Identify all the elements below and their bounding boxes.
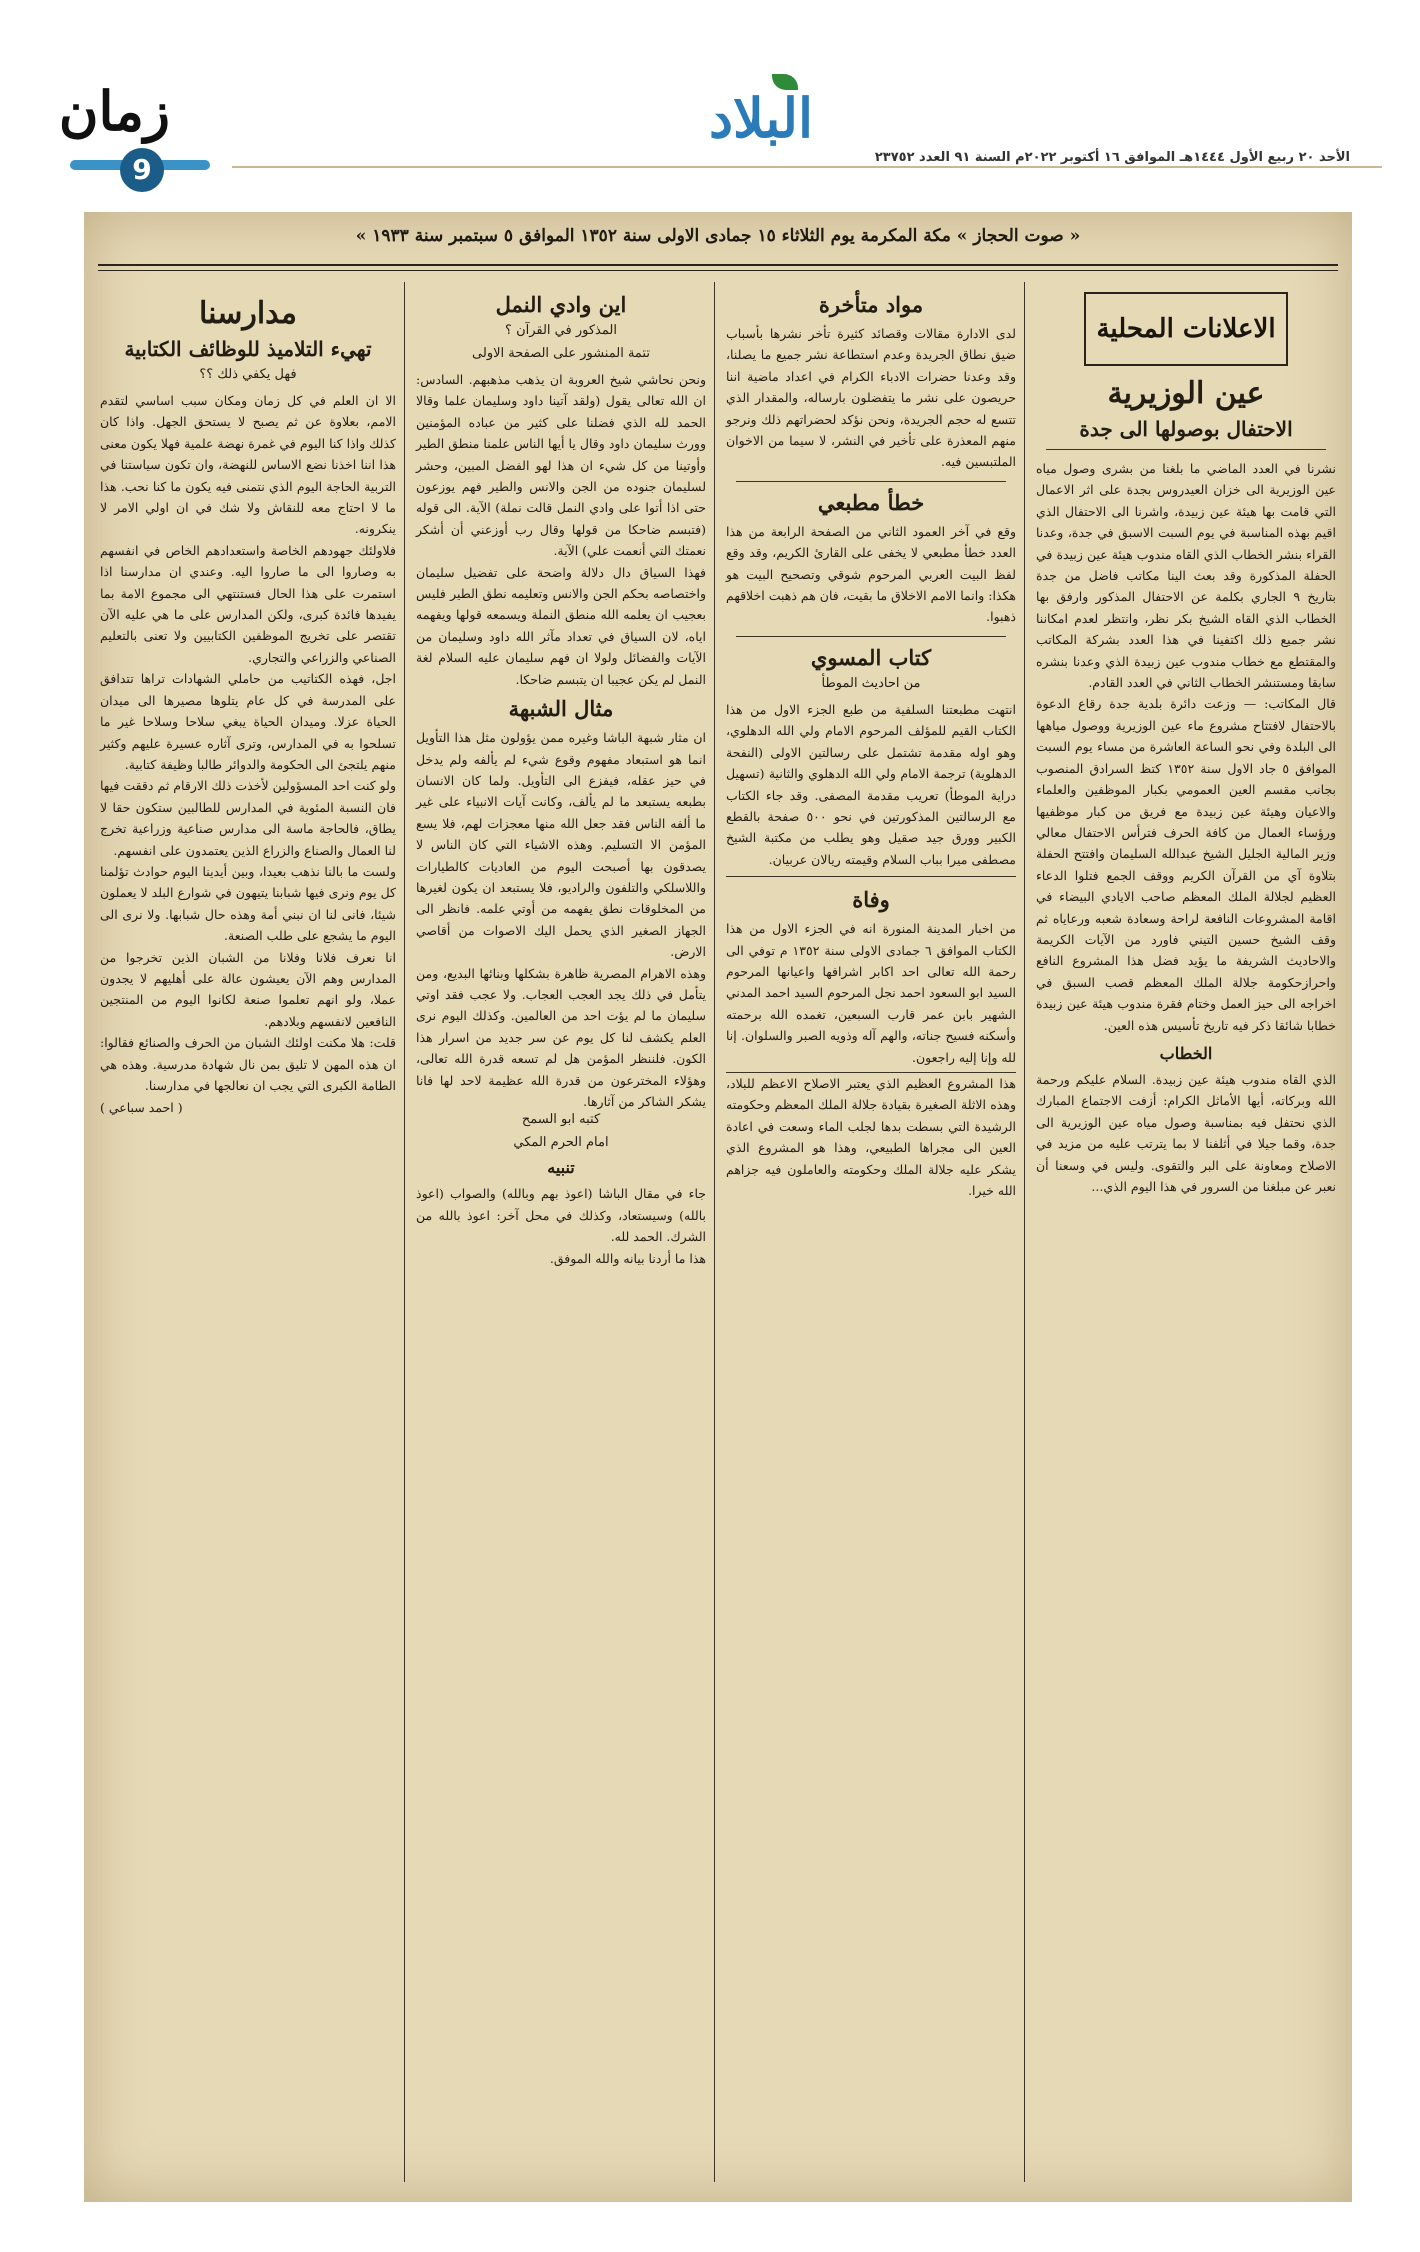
note-title: تنبيه: [547, 1158, 575, 1178]
article-paragraph: انا نعرف فلانا وفلانا من الشبان الذين تخرجوا من المدارس وهم الآن يعيشون عالة على أهليهم لا يجدون عملا، ولو انهم تعلموا صنعة لكانوا اليوم من المنتجين النافعين لانفسهم وبلادهم.: [100, 949, 396, 1029]
headline-valley: اين وادي النمل: [495, 292, 627, 317]
section-brand: [58, 79, 170, 143]
column-valley-of-ants: [416, 286, 706, 1269]
headline-schools: مدارسنا: [199, 296, 297, 331]
author-title: امام الحرم المكي: [513, 1135, 609, 1151]
deck-celebration: الاحتفال بوصولها الى جدة: [1079, 417, 1293, 441]
logo-text: البلاد: [708, 86, 814, 150]
article-paragraph: وهذه الاهرام المصرية ظاهرة بشكلها وبنائها البديع، ومن يتأمل في ذلك يجد العجب العجاب. ولا عجب فقد اوتي سليمان ما لم يؤت احد من العالمين. وكذلك اليوم نرى العلم يكشف لنا كل يوم عن سر جديد من اسرار هذا الكون. فلننظر المؤمن هل لم تسعه قدرة الله تعالى، وهؤلاء المخترعون من قدرة الله عظيمة لاحد لها فانا يشكر الشاكر من آثارها.: [416, 965, 706, 1109]
top-rule: [98, 264, 1338, 266]
article-paragraph: الا ان العلم في كل زمان ومكان سبب اساسي لتقدم الامم، بعلاوة عن ثم يصبح لا يستحق الجهل. واذا كان كذلك واذا كنا اليوم في غمرة نهضة علمية فهلا يكون معنى هذا اننا اخذنا نضع الاساس للنهضة، وان تكون سياستنا في التربية الحاجة اليوم الذي نتمنى فيه يكون ما كنا نحب. هذا ما لا احتاج معه للنقاش ولا شك في ان اولي الامر لا ينكرونه.: [100, 393, 396, 537]
article-paragraph: هذا المشروع العظيم الذي يعتبر الاصلاح الاعظم للبلاد، وهذه الاثلة الصغيرة بقيادة جلالة الملك المعظم وحكومته الرشيدة التي بسطت بدها لجلب الماء وسعت في اعادة العين الى مجراها الطبيعي، وهذا هو المشروع الذي يشكر عليه جلالة الملك وحكومته والعاملون فيه جزاهم الله خيرا.: [726, 1075, 1016, 1198]
headline-typo: خطأ مطبعي: [817, 489, 925, 515]
subhead-continued: تتمة المنشور على الصفحة الاولى: [472, 346, 650, 361]
article-paragraph: ونحن نحاشي شيخ العروبة ان يذهب مذهبهم. السادس: ان الله تعالى يقول (ولقد آتينا داود وسليمان علما وقالا الحمد لله الذي فضلنا على كثير من عباده المؤمنين وورث سليمان داود وقال يا أيها الناس علمنا منطق الطير وأوتينا من كل شيء ان هذا لهو الفضل المبين، وحشر لسليمان جنوده من الجن والانس والطير فهم يوزعون حتى اذا أتوا على وادي النمل قالت نملة) الآية. الى قوله (فتبسم ضاحكا من قولها وقال رب أوزعني أن أشكر نعمتك التي أنعمت علي) الآية.: [416, 372, 706, 559]
headline-death: وفاة: [852, 887, 890, 913]
article-paragraph: جاء في مقال الباشا (اعوذ بهم وبالله) والصواب (اعوذ بالله) وسيستعاد، وكذلك في محل آخر: اعوذ بالله من الشرك. الحمد لله.: [416, 1186, 706, 1245]
divider: [736, 636, 1006, 637]
header-divider: [232, 166, 1382, 168]
article-paragraph: وقع في آخر العمود الثاني من الصفحة الرابعة من هذا العدد خطأ مطبعي لا يخفى على القارئ الكريم، وقد وقع لفظ البيت العربي المرحوم شوقي وتصحيح البيت هو هكذا: وانما الامم الاخلاق ما بقيت، فان هم ذهبت اخلاقهم ذهبوا.: [726, 523, 1016, 625]
article-paragraph: قال المكاتب: — وزعت دائرة بلدية جدة رقاع الدعوة بالاحتفال لافتتاح مشروع ماء عين الوزيرية ووصول مياهها الى البلدة وفي نحو الساعة العاشرة من مساء يوم السبت الموافق ٥ جاد الاول سنة ١٣٥٢ كتظ السرادق المنصوب بجانب مقسم العين العمومي بكبار الموظفين والعلماء والاعيان وهيئة عين زبيدة مع فريق من كبار موظفيها ورؤساء العمال من كافة الحرف فترأس الاحتفال معالي وزير المالية الجليل الشيخ عبدالله السليمان وافتتح الحفلة بتلاوة آي من القرآن الكريم ووقف الجمع فتلوا الدعاء العظيم لجلالة الملك المعظم صاحب الايادي البيضاء في اقامة المشروعات النافعة لراحة وسعادة شعبه ورعاياه ثم وقف الشيخ حسين التيني فاورد من الآيات الكريمة والاحاديث الشريفة ما يؤيد فضل هذا المشروع النافع واحرازحكومة جلالة الملك المعظم قصب السبق في اخراجه الى حيز العمل وختام فقرة مندوب هيئة عين زبيدة خطابا شائقا ذكر فيه تاريخ تأسيس هذه العين.: [1036, 696, 1337, 1033]
divider: [736, 481, 1006, 482]
column-divider: [404, 282, 405, 2182]
headline-late-materials: مواد متأخرة: [818, 292, 924, 317]
deck-schools: تهيء التلاميذ للوظائف الكتابية: [124, 337, 372, 361]
article-paragraph: اجل، فهذه الكتاتيب من حاملي الشهادات تراها تتدافق على المدرسة في كل عام يتلوها مصيرها الى ميدان الحياة عزلا. وميدان الحياة يبغي سلاحا وسلاحا غير ما تسلحوا به في المدارس، وترى آثاره عسيرة عليهم وكثير منهم يلتجئ الى الحكومة والدوائر طالبا وظيفة كتابية.: [100, 671, 396, 772]
subhead-question: المذكور في القرآن ؟: [505, 323, 617, 338]
headline-wazeeriya: عين الوزيرية: [1107, 376, 1265, 411]
top-rule-thin: [98, 270, 1338, 271]
scanned-newspaper-page: [84, 212, 1352, 2202]
subhead-enough: فهل يكفي ذلك ؟؟: [199, 367, 297, 382]
masthead-text: الاعلانات المحلية: [1096, 314, 1276, 344]
article-paragraph: قلت: هلا مكنت اولئك الشبان من الحرف والصنائع فقالوا: ان هذه المهن لا تليق بمن نال شهادة مدرسية. وهذه هي الطامة الكبرى التي يجب ان نعالجها في مدارسنا.: [100, 1035, 396, 1093]
headline-book: كتاب المسوي: [810, 644, 932, 670]
article-paragraph: ان مثار شبهة الباشا وغيره ممن يؤولون مثل هذا التأويل انما هو استبعاد مفهوم وقوع شيء لم يألفه ولم يدخل في حيز عقله، فيفزع الى التأويل. ولما كان الانسان بطبعه يستبعد ما لم يألف، وكانت آيات الانبياء على غير ما ألفه الناس فقد جعل الله منها معجزات لهم، فلا يسع المؤمن الا التسليم. وهذه الاشياء التي كان الناس لا يصدقون بها أصبحت اليوم من العاديات كالطيارات واللاسلكي والتلفون والراديو، فلا يستبعد ان يكون لغيرها من المخلوقات نطق يفهمه من أوتي علمه. فانظر الى الجهاز الصغير الذي يحمل اليك الاصوات من أقاصي الارض.: [416, 730, 706, 960]
author-signature: كتبه ابو السمح: [521, 1112, 601, 1128]
column-notices: [726, 286, 1016, 1201]
column-divider: [714, 282, 715, 2182]
headline-doubt: مثال الشبهة: [508, 696, 614, 722]
article-paragraph: انتهت مطبعتنا السلفية من طبع الجزء الاول من هذا الكتاب القيم للمؤلف المرحوم الامام ولي الله الدهلوي، وهو اوله مقدمة تشتمل على رسالتين الاولى (النفحة الدهلوية) ترجمة الامام ولي الله الدهلوي والثانية (تسهيل دراية الموطأ) تعريب مقدمة المصفى. وقد جاء الكتاب مع الرسالتين المذكورتين في نحو ٥٠٠ صفحة بالقطع الكبير وورق جيد صقيل وهو يطلب من مكتبة الشيخ مصطفى ميرا بباب السلام وقيمته ريالان عربيان.: [726, 701, 1016, 867]
speech-title: الخطاب: [1159, 1043, 1213, 1063]
article-paragraph: ولو كنت احد المسؤولين لأخذت ذلك الارقام ثم دققت فيها فان النسبة المئوية في المدارس للطالبين ستكون حقا لا يطاق، فالحاجة ماسة الى مدارس صناعية وزراعية تخرج لنا العمال والصناع والزراع الذين يعتمدون على انفسهم.: [100, 778, 396, 858]
article-paragraph: فهذا السياق دال دلالة واضحة على تفضيل سليمان واختصاصه بحكم الجن والانس وتعليمه نطق الطير فليس بعجيب ان يعلمه الله منطق النملة ويسمعه قولها ويفهمه اياه، لان السياق في تعداد مآثر الله داود وسليمان من الآيات والفضائل ولولا ان فهم سليمان عليه السلام لغة النمل لم يكن عجيبا ان يتبسم ضاحكا.: [416, 564, 706, 687]
issue-date-line: الأحد ٢٠ ربيع الأول ١٤٤٤هـ الموافق ١٦ أكتوبر ٢٠٢٢م السنة ٩١ العدد ٢٣٧٥٢: [874, 150, 1350, 165]
column-divider: [1024, 282, 1025, 2182]
article-paragraph: لدى الادارة مقالات وقصائد كثيرة تأخر نشرها بأسباب ضيق نطاق الجريدة وعدم استطاعة نشر جميع ما يصلنا، وقد وعدنا حضرات الادباء الكرام في اعداد ماضية اننا حريصون على نشر ما يتفضلون بارساله، والمقدار الذي تتسع له حجم الجريدة، ونحن نؤكد لحضراتهم ذلك ونرجو منهم المعذرة على تأخير في النشر، لا سيما من الاخوان الملتبسين فيه.: [726, 326, 1016, 470]
page-number-badge: 9: [120, 148, 164, 192]
subhead-book: من احاديث الموطأ: [821, 675, 921, 691]
scan-issue-header: « صوت الحجاز » مكة المكرمة يوم الثلاثاء ١٥ جمادى الاولى سنة ١٣٥٢ الموافق ٥ سبتمبر سنة ١٩٣٣ »: [355, 226, 1081, 246]
column-local-news: [1036, 286, 1336, 1197]
obituary-box: [726, 876, 1016, 1073]
author-signature: ( احمد سباعي ): [100, 1100, 183, 1116]
divider: [1046, 449, 1326, 450]
section-title: زمان: [58, 79, 170, 143]
article-paragraph: هذا ما أردنا بيانه والله الموفق.: [549, 1250, 706, 1266]
article-paragraph: من اخبار المدينة المنورة انه في الجزء الاول من هذا الكتاب الموافق ٦ جمادى الاولى سنة ١٣٥٢ م توفي الى رحمة الله تعالى احد اكابر اشرافها واعيانها المرحوم السيد ابو السعود احمد نجل المرحوم السيد احمد المدني الشهير بابن عمر قارب السبعين، تغمده الله برحمته وأسكنه فسيح جناته، والهم آله وذويه الصبر والسلوان. إنا لله وإنا إليه راجعون.: [726, 921, 1016, 1065]
article-paragraph: ولست ما بالنا نذهب بعيدا، وبين أيدينا اليوم حوادث تؤلمنا كل يوم ونرى فيها شبابنا يتيهون في شوارع البلد لا يعملون شيئا، فانى لنا ان نبني أمة وهذه حال شبابها. ولا نرى الى اليوم ما يشجع على طلب الصنعة.: [100, 863, 396, 944]
local-news-masthead: [1084, 292, 1288, 366]
speech-paragraph: الذي القاه مندوب هيئة عين زبيدة. السلام عليكم ورحمة الله وبركاته، أيها الأماثل الكرام: أزفت الاجتماع المبارك الذي نحتفل فيه بمناسبة وصول مياه عين الوزيرية الى جدة، وقما جيلا في أثلفنا لا بما يترتب عليه من مزيد في الاصلاح ومعاونة على البر والتقوى. وليس في وسعنا أن نعبر عن مبلغنا من السرور في هذا اليوم الذي...: [1036, 1071, 1336, 1194]
newspaper-logo: [686, 78, 836, 158]
article-paragraph: نشرنا في العدد الماضي ما بلغنا من بشرى وصول مياه عين الوزيرية الى خزان العيدروس بجدة على اثر الاعمال التي قامت بها هيئة عين زبيدة، واشرنا الى الاحتفال الذي اقيم بهذه المناسبة في يوم السبت الاسبق في جدة، وعدنا القراء بنشر الخطاب الذي القاه مندوب هيئة عين زبيدة في الحفلة المذكورة وقد بعث الينا مكاتب فاضل من جدة بتاريخ ٩ الجاري بكلمة عن الاحتفال المذكور وارفق بها الخطاب الذي القاه الشيخ بكر نظر، وانتظر لعدم امكاننا نشر جميع ذلك اكتفينا في هذا العدد بشركة المكاتب والمقتطع مع خطاب مندوب عين زبيدة الذي وعدنا بنشره سابقا ومستنشر الخطاب الثاني في العدد القادم.: [1036, 461, 1336, 691]
article-paragraph: فلاولئك جهودهم الخاصة واستعدادهم الخاص في انفسهم به وصاروا الى ما صاروا اليه. وعندي ان مدارسنا اذا استمرت على هذا الحال فستنتهي الى مجموع الامة بما يفيدها فائدة كبرى، ولكن المدارس على ما هي عليه الآن تقتصر على تخريج الموظفين الكتابيين ولا تعنى بالتعليم الصناعي والزراعي والتجاري.: [100, 542, 396, 665]
column-our-schools: [100, 286, 396, 1123]
